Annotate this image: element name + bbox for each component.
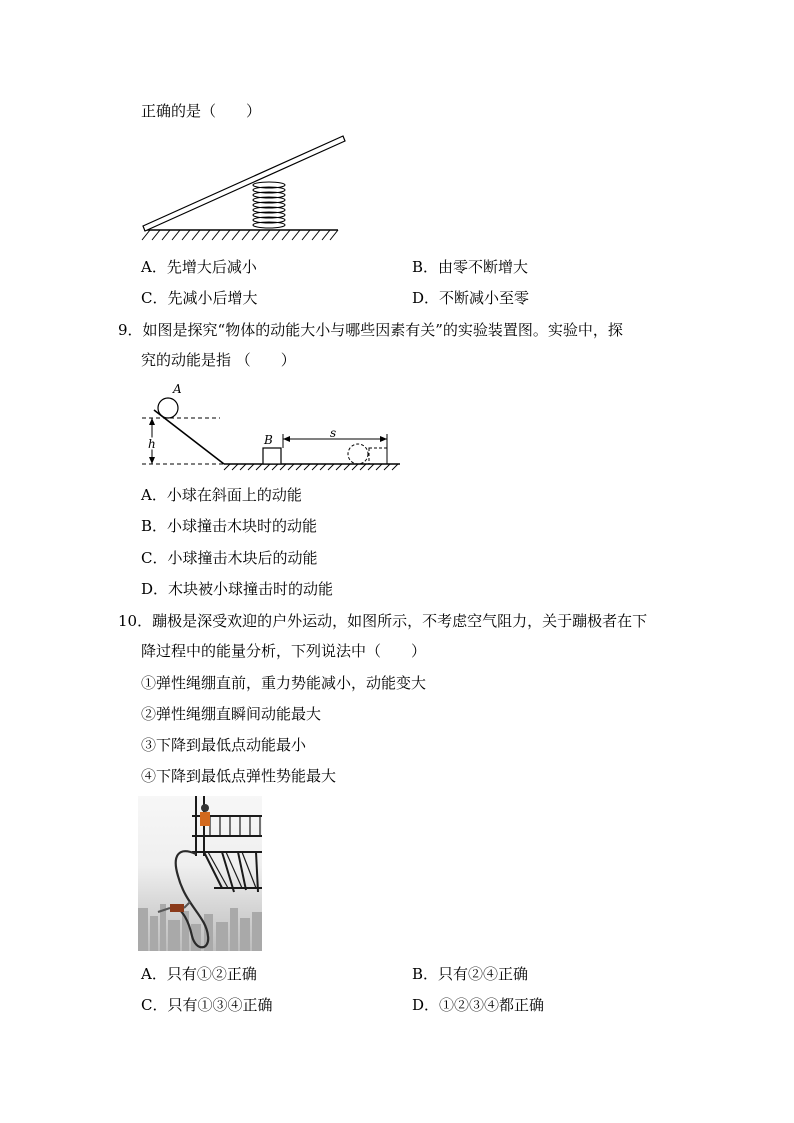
q10-statement-1: ①弹性绳绷直前，重力势能减小，动能变大 bbox=[141, 674, 427, 692]
q9-label-s: s bbox=[330, 426, 337, 440]
q8-option-c[interactable]: C．先减小后增大 bbox=[141, 289, 258, 307]
q8-option-d[interactable]: D．不断减小至零 bbox=[412, 289, 530, 307]
q9-stem-line2: 究的动能是指 （ ） bbox=[141, 351, 296, 369]
q9-ramp-figure bbox=[138, 380, 408, 472]
q9-option-c[interactable]: C．小球撞击木块后的动能 bbox=[141, 549, 318, 567]
q10-option-b[interactable]: B．只有②④正确 bbox=[412, 965, 529, 983]
q8-option-a[interactable]: A．先增大后减小 bbox=[141, 258, 257, 276]
q8-option-b[interactable]: B．由零不断增大 bbox=[412, 258, 529, 276]
q9-label-h: h bbox=[148, 437, 156, 451]
q9-stem-line1: 9．如图是探究“物体的动能大小与哪些因素有关”的实验装置图。实验中，探 bbox=[118, 321, 623, 339]
q8-stem-tail: 正确的是（ ） bbox=[141, 102, 262, 120]
q9-option-b[interactable]: B．小球撞击木块时的动能 bbox=[141, 517, 318, 535]
q9-option-d[interactable]: D．木块被小球撞击时的动能 bbox=[141, 580, 334, 598]
q9-label-b: B bbox=[264, 433, 273, 447]
q10-option-c[interactable]: C．只有①③④正确 bbox=[141, 996, 273, 1014]
q10-statement-2: ②弹性绳绷直瞬间动能最大 bbox=[141, 705, 322, 723]
q10-option-d[interactable]: D．①②③④都正确 bbox=[412, 996, 545, 1014]
q10-option-a[interactable]: A．只有①②正确 bbox=[141, 965, 257, 983]
q10-statement-3: ③下降到最低点动能最小 bbox=[141, 736, 307, 754]
q10-stem-line2: 降过程中的能量分析，下列说法中（ ） bbox=[141, 642, 427, 660]
q10-stem-line1: 10．蹦极是深受欢迎的户外运动，如图所示，不考虑空气阻力，关于蹦极者在下 bbox=[118, 612, 648, 630]
q9-option-a[interactable]: A．小球在斜面上的动能 bbox=[141, 486, 302, 504]
q10-statement-4: ④下降到最低点弹性势能最大 bbox=[141, 767, 337, 785]
bungee-jump-photo bbox=[138, 796, 262, 951]
q9-label-a: A bbox=[173, 382, 182, 396]
q8-spring-lever-figure bbox=[138, 132, 348, 242]
